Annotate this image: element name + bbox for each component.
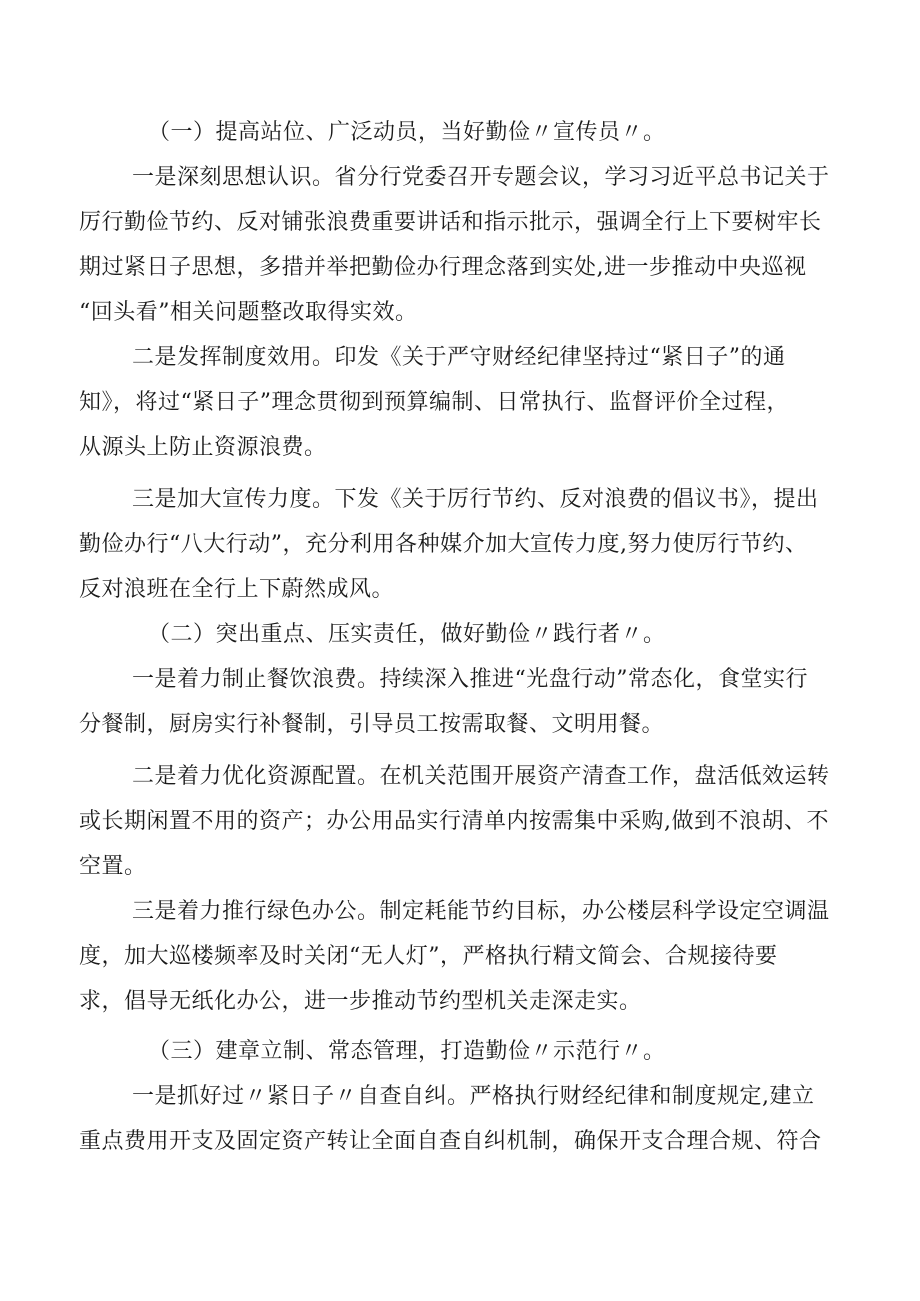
paragraph-line: 从源头上防止资源浪费。: [79, 435, 327, 460]
paragraph-line: 二是发挥制度效用。印发《关于严守财经纪律坚持过“紧日子”的通: [132, 345, 786, 370]
paragraph-line: 三是加大宣传力度。下发《关于厉行节约、反对浪费的倡议书》，提出: [132, 487, 819, 512]
section-heading-3: （三）建章立制、常态管理，打造勤俭〃示范行〃。: [148, 1039, 666, 1064]
paragraph-line: 一是着力制止餐饮浪费。持续深入推进“光盘行动”常态化，食堂实行: [132, 667, 808, 692]
paragraph-line: 二是着力优化资源配置。在机关范围开展资产清查工作，盘活低效运转: [132, 764, 830, 789]
paragraph-line: 知》，将过“紧日子”理念贯彻到预算编制、日常执行、监督评价全过程，: [79, 390, 789, 415]
paragraph-line: 或长期闲置不用的资产；办公用品实行清单内按需集中采购,做到不浪胡、不: [79, 809, 829, 834]
paragraph-line: 厉行勤俭节约、反对铺张浪费重要讲话和指示批示，强调全行上下要树牢长: [79, 210, 822, 235]
paragraph-line: “回头看”相关问题整改取得实效。: [79, 300, 418, 325]
section-heading-2: （二）突出重点、压实责任，做好勤俭〃践行者〃。: [148, 622, 666, 647]
paragraph-line: 一是抓好过〃紧日子〃自查自纠。严格执行财经纪律和制度规定,建立: [132, 1084, 815, 1109]
paragraph-line: 勤俭办行“八大行动”，充分利用各种媒介加大宣传力度,努力使厉行节约、: [79, 532, 808, 557]
paragraph-line: 重点费用开支及固定资产转让全面自查自纠机制，确保开支合理合规、符合: [79, 1129, 822, 1154]
paragraph-line: 分餐制，厨房实行补餐制，引导员工按需取餐、文明用餐。: [79, 712, 665, 737]
paragraph-line: 一是深刻思想认识。省分行党委召开专题会议，学习习近平总书记关于: [132, 165, 830, 190]
paragraph-line: 三是着力推行绿色办公。制定耗能节约目标，办公楼层科学设定空调温: [132, 899, 830, 924]
section-heading-1: （一）提高站位、广泛动员，当好勤俭〃宣传员〃。: [148, 120, 666, 145]
paragraph-line: 期过紧日子思想，多措并举把勤俭办行理念落到实处,进一步推动中央巡视: [79, 255, 807, 280]
paragraph-line: 求，倡导无纸化办公，进一步推动节约型机关走深走实。: [79, 989, 642, 1014]
paragraph-line: 度，加大巡楼频率及时关闭“无人灯”，严格执行精文简会、合规接待要: [79, 944, 778, 969]
paragraph-line: 空置。: [79, 854, 147, 879]
paragraph-line: 反对浪班在全行上下蔚然成风。: [79, 577, 395, 602]
